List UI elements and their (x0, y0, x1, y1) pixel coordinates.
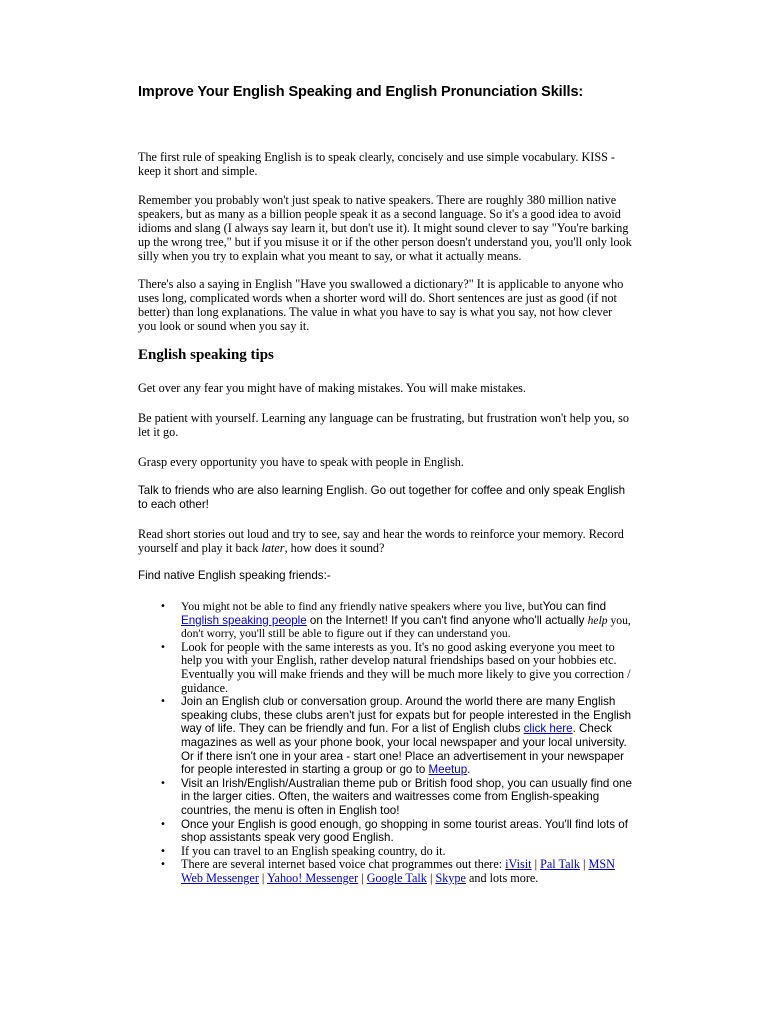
tip-paragraph-read-aloud (138, 527, 633, 555)
list-item (138, 777, 633, 818)
bullet-icon: • (160, 601, 166, 612)
bullet-icon: • (160, 696, 166, 708)
list-text: There are several internet based voice chat programmes out there: (181, 857, 506, 872)
list-item (138, 695, 633, 777)
msn-web-messenger-link[interactable]: MSN Web Messenger (181, 857, 615, 885)
tip-paragraph-patience: Be patient with yourself. Learning any language can be frustrating, but frustration won't help you, so let it go. (138, 411, 629, 439)
list-text: Look for people with the same interests as you. It's no good asking everyone you meet to help you with your English, rather develop natural friendships based on your hobbies etc. Eventually you will make friends and they will be much more likely to give you correction / guidance. (181, 639, 631, 695)
tip-emphasis: later (261, 541, 285, 555)
meetup-link[interactable]: Meetup (428, 763, 468, 777)
native-friends-list (138, 600, 633, 885)
page-title: Improve Your English Speaking and English Pronunciation Skills: (138, 84, 584, 100)
list-text: . Check magazines as well as your phone book, your local newspaper and your local university. Or if there isn't one in your area - start one! Place an advertisement in your newspaper for people interested in starting a group or go to (181, 722, 627, 777)
tip-paragraph-native-friends: Find native English speaking friends:- (138, 569, 331, 582)
tip-paragraph-opportunity: Grasp every opportunity you have to speak with people in English. (138, 455, 464, 469)
bullet-icon: • (160, 641, 166, 653)
intro-paragraph-3: There's also a saying in English "Have you swallowed a dictionary?" It is applicable to anyone who uses long, complicated words when a shorter word will do. Short sentences are just as good (if not better) than long explanations. The value in what you have to say is what you say, not how clever you look or sound when you say it. (138, 277, 624, 333)
ivisit-link[interactable]: iVisit (505, 857, 532, 872)
intro-paragraph-2: Remember you probably won't just speak to native speakers. There are roughly 380 million native speakers, but as many as a billion people speak it as a second language. So it's a good idea to avoid idioms and slang (I always say learn it, but don't use it). It might sound clever to say "You're barking up the wrong tree," but if you misuse it or if the other person doesn't understand you, you'll only look silly when you try to explain what you meant to say, or what it actually means. (138, 193, 632, 263)
list-emphasis: help (587, 613, 608, 627)
list-item (138, 845, 633, 859)
english-speaking-people-link[interactable]: English speaking people (181, 613, 307, 627)
yahoo-messenger-link[interactable]: Yahoo! Messenger (266, 870, 359, 885)
link-separator: | (358, 870, 367, 885)
list-item (138, 818, 633, 845)
link-separator: | (579, 857, 589, 872)
list-text: and lots more. (465, 870, 539, 885)
list-item (138, 600, 633, 641)
tip-paragraph-friends: Talk to friends who are also learning English. Go out together for coffee and only speak English to each other! (138, 484, 626, 511)
tip-text: Read short stories out loud and try to see, say and hear the words to reinforce your memory. Record yourself and play it back (138, 527, 624, 555)
list-text: . (467, 763, 471, 777)
list-text: You can find (542, 600, 607, 613)
link-separator: | (258, 870, 267, 885)
bullet-icon: • (160, 859, 166, 871)
list-text: on the Internet! If you can't find anyone who'll actually (306, 613, 588, 627)
list-text: Join an English club or conversation group. Around the world there are many English speaking clubs, these clubs aren't just for expats but for people interested in the English way of life. They can be friendly and fun. For a list of English clubs (181, 695, 632, 736)
bullet-icon: • (160, 845, 166, 857)
tip-text: , how does it sound? (284, 541, 385, 555)
list-text: Visit an Irish/English/Australian theme pub or British food shop, you can usually find one in the larger cities. Often, the waiters and waitresses come from English-speaking countries, the menu is often in English too! (181, 776, 632, 817)
list-item (138, 641, 633, 695)
list-item (138, 858, 633, 885)
bullet-icon: • (160, 818, 166, 830)
list-text: you, don't worry, you'll still be able to figure out if they can understand you. (181, 613, 631, 641)
bullet-icon: • (160, 777, 166, 789)
link-separator: | (531, 857, 541, 872)
link-separator: | (426, 870, 436, 885)
tip-paragraph-mistakes: Get over any fear you might have of making mistakes. You will make mistakes. (138, 381, 526, 395)
google-talk-link[interactable]: Google Talk (366, 870, 427, 885)
list-text: You might not be able to find any friendly native speakers where you live, but (181, 600, 543, 613)
pal-talk-link[interactable]: Pal Talk (540, 857, 580, 872)
intro-paragraph-1: The first rule of speaking English is to speak clearly, concisely and use simple vocabulary. KISS - keep it short and simple. (138, 150, 615, 178)
english-clubs-link[interactable]: click here (523, 722, 573, 736)
tips-heading: English speaking tips (138, 347, 274, 363)
list-text: If you can travel to an English speaking country, do it. (181, 843, 446, 858)
list-text: Once your English is good enough, go shopping in some tourist areas. You'll find lots of shop assistants speak very good English. (181, 817, 628, 845)
skype-link[interactable]: Skype (435, 870, 466, 885)
